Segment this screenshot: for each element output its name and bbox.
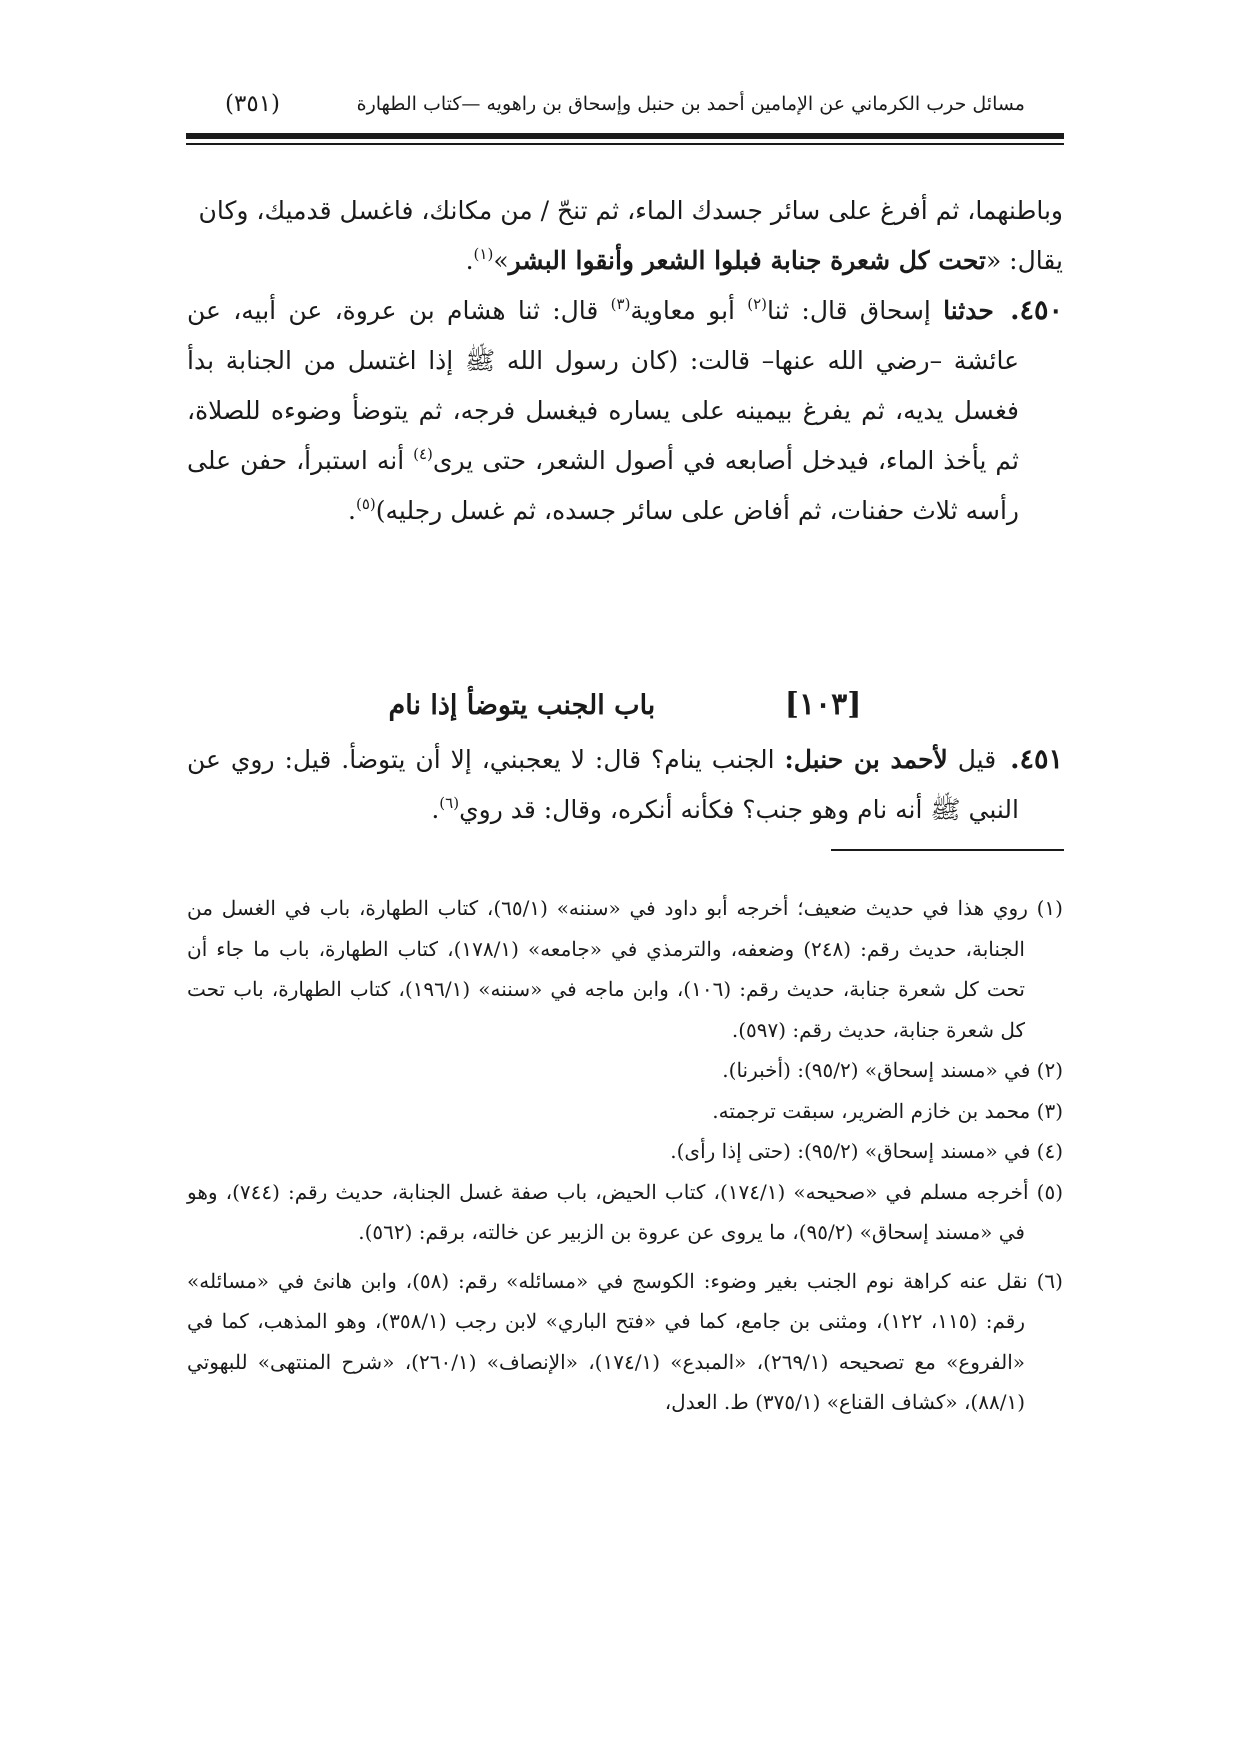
footnote-ref-6[interactable]: (٦) bbox=[439, 794, 460, 812]
main-text bbox=[187, 186, 1063, 536]
footnote-1: (١) روي هذا في حديث ضعيف؛ أخرجه أبو داود في «سننه» (٦٥/١)، كتاب الطهارة، باب في الغسل من الجنابة، حديث رقم: (٢٤٨) وضعفه، والترمذي في «جامعه» (١٧٨/١)، كتاب الطهارة، باب ما جاء أن تحت كل شعرة جنابة، حديث رقم: (١٠٦)، وابن ماجه في «سننه» (١٩٦/١)، كتاب الطهارة، باب تحت كل شعرة جنابة، حديث رقم: (٥٩٧). bbox=[187, 896, 1063, 1042]
chapter-number: [١٠٣] bbox=[784, 687, 862, 722]
continuation-quote-bold: تحت كل شعرة جنابة فبلوا الشعر وأنقوا البشر bbox=[508, 246, 986, 275]
item-451-text-3: . bbox=[431, 795, 440, 824]
item-451-text-1: قيل bbox=[947, 745, 1007, 774]
running-header bbox=[225, 84, 1025, 124]
item-450-text-5: . bbox=[348, 496, 356, 525]
item-451-bold: لأحمد بن حنبل: bbox=[784, 745, 948, 774]
item-450 bbox=[187, 286, 1063, 536]
chapter-heading bbox=[187, 680, 1063, 731]
footnote-5: (٥) أخرجه مسلم في «صحيحه» (١٧٤/١)، كتاب الحيض، باب صفة غسل الجنابة، حديث رقم: (٧٤٤)، وهو في «مسند إسحاق» (٩٥/٢)، ما يروى عن عروة بن الزبير عن خالته، برقم: (٥٦٢). bbox=[187, 1179, 1063, 1244]
footnote-ref-3[interactable]: (٣) bbox=[610, 295, 631, 313]
running-title: مسائل حرب الكرماني عن الإمامين أحمد بن حنبل وإسحاق بن راهويه —كتاب الطهارة bbox=[356, 93, 1025, 115]
continuation-line-2-pre: يقال: « bbox=[985, 246, 1063, 275]
main-text-2 bbox=[187, 735, 1063, 835]
footnote-3: (٣) محمد بن خازم الضرير، سبقت ترجمته. bbox=[712, 1098, 1063, 1123]
footnote-2: (٢) في «مسند إسحاق» (٩٥/٢): (أخبرنا). bbox=[722, 1058, 1063, 1082]
item-450-text-3: قال: ثنا هشام بن عروة، عن أبيه، عن عائشة –رضي الله عنها– قالت: (كان رسول الله ﷺ إذا اغتسل من الجنابة بدأ فغسل يديه، ثم يفرغ بيمينه على يساره فيغسل فرجه، ثم يتوضأ وضوءه للصلاة، ثم يأخذ الماء، فيدخل أصابعه في أصول الشعر، حتى يرى bbox=[187, 296, 1019, 475]
page-number: (٣٥١) bbox=[225, 91, 281, 117]
item-450-lead: حدثنا bbox=[943, 296, 994, 325]
footnote-6: (٦) نقل عنه كراهة نوم الجنب بغير وضوء: الكوسج في «مسائله» رقم: (٥٨)، وابن هانئ في «مسائله» رقم: (١١٥، ١٢٢)، ومثنى بن جامع، كما في «فتح الباري» لابن رجب (٣٥٨/١)، وهو المذهب، كما في «الفروع» مع تصحيحه (٢٦٩/١)، «المبدع» (١٧٤/١)، «الإنصاف» (٢٦٠/١)، «شرح المنتهى» للبهوتي (٨٨/١)، «كشاف القناع» (٣٧٥/١) ط. العدل، bbox=[187, 1268, 1063, 1414]
header-rule-thick bbox=[186, 133, 1064, 139]
item-450-text-4: أنه استبرأ، حفن على رأسه ثلاث حفنات، ثم أفاض على سائر جسده، ثم غسل رجليه) bbox=[187, 446, 1019, 525]
chapter-title: باب الجنب يتوضأ إذا نام bbox=[388, 690, 656, 721]
header-rule-thin bbox=[186, 143, 1064, 145]
item-451-number: ٤٥١. bbox=[1010, 744, 1064, 775]
footnote-separator bbox=[831, 849, 1064, 851]
footnote-ref-5[interactable]: (٥) bbox=[355, 495, 376, 513]
footnote-ref-2[interactable]: (٢) bbox=[747, 295, 768, 313]
continuation-line-1: وباطنهما، ثم أفرغ على سائر جسدك الماء، ثم تنحّ / من مكانك، فاغسل قدميك، وكان bbox=[198, 196, 1063, 225]
item-451-text-2: الجنب ينام؟ قال: لا يعجبني، إلا أن يتوضأ. قيل: روي عن النبي ﷺ أنه نام وهو جنب؟ فكأنه أنكره، وقال: قد روي bbox=[187, 745, 1019, 824]
footnote-ref-1[interactable]: (١) bbox=[473, 245, 494, 263]
item-450-text-1: إسحاق قال: ثنا bbox=[767, 296, 944, 325]
footnote-ref-4[interactable]: (٤) bbox=[413, 445, 433, 463]
item-451 bbox=[187, 735, 1063, 835]
footnote-4: (٤) في «مسند إسحاق» (٩٥/٢): (حتى إذا رأى). bbox=[670, 1139, 1063, 1163]
footnotes bbox=[187, 888, 1063, 1423]
item-450-text-2: أبو معاوية bbox=[630, 296, 748, 325]
item-450-number: ٤٥٠. bbox=[1010, 295, 1063, 326]
continuation-line-2-post: » bbox=[493, 246, 509, 275]
continuation-paragraph: وباطنهما، ثم أفرغ على سائر جسدك الماء، ثم تنحّ / من مكانك، فاغسل قدميك، وكان يقال: «تحت كل شعرة جنابة فبلوا الشعر وأنقوا البشر»$^{(١)}$. bbox=[198, 196, 1063, 275]
